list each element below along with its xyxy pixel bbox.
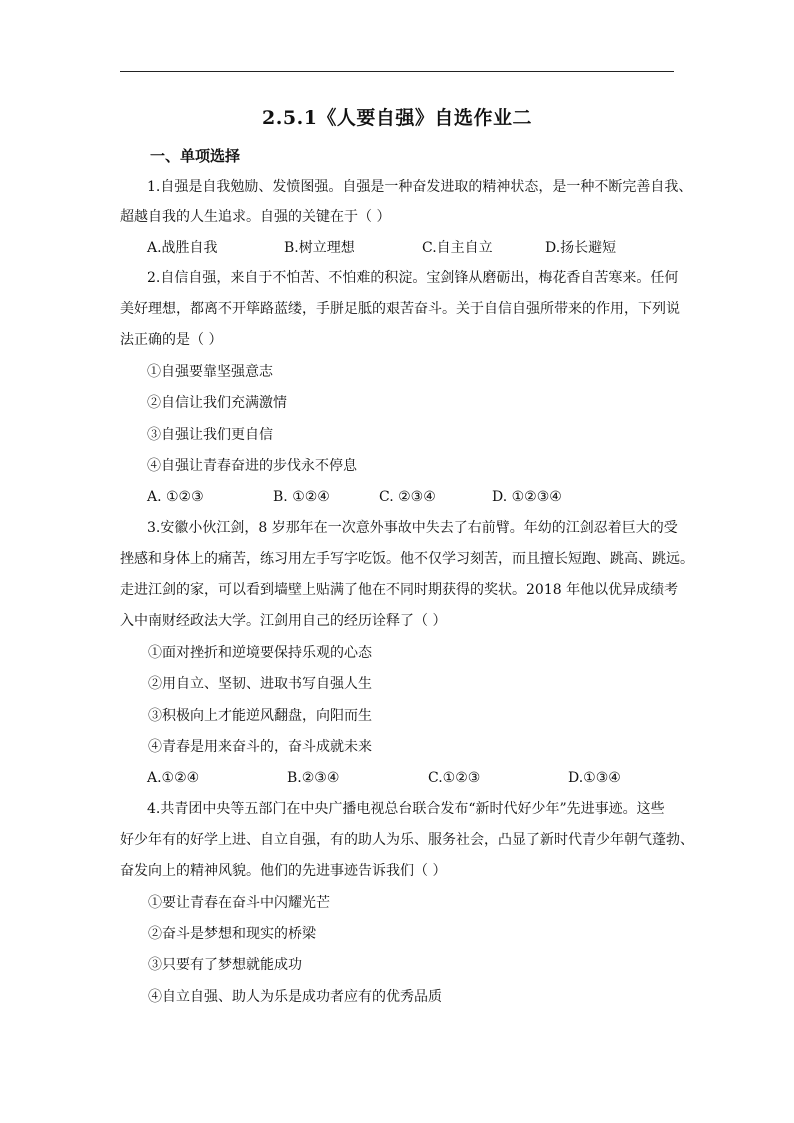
q3-line-1: 3.安徽小伙江剑，8 岁那年在一次意外事故中失去了右前臂。年幼的江剑忍着巨大的受: [147, 520, 678, 536]
q1-choice-c: C.自主自立: [422, 240, 493, 256]
q2-option-4: ④自强让青春奋进的步伐永不停息: [147, 458, 357, 474]
q3-option-2: ②用自立、坚韧、进取书写自强人生: [148, 676, 372, 692]
q3-choice-d: D.①③④: [568, 770, 621, 786]
q3-option-1: ①面对挫折和逆境要保持乐观的心态: [148, 645, 372, 661]
q2-option-3: ③自强让我们更自信: [147, 427, 273, 443]
section-heading: 一、单项选择: [150, 147, 241, 165]
q2-line-1: 2.自信自强，来自于不怕苦、不怕难的积淀。宝剑锋从磨砺出，梅花香自苦寒来。任何: [147, 270, 679, 286]
q1-choice-b: B.树立理想: [284, 240, 355, 256]
q3-choice-c: C.①②③: [428, 770, 481, 786]
q4-line-3: 奋发向上的精神风貌。他们的先进事迹告诉我们（ ）: [120, 863, 447, 879]
q3-line-3: 走进江剑的家，可以看到墙壁上贴满了他在不同时期获得的奖状。2018 年他以优异成绩考: [120, 582, 679, 598]
q4-line-2: 好少年有的好学上进、自立自强，有的助人为乐、服务社会，凸显了新时代青少年朝气蓬勃、: [120, 832, 694, 848]
q1-line-2: 超越自我的人生追求。自强的关键在于（ ）: [120, 209, 391, 225]
q2-choice-c: C. ②③④: [379, 489, 436, 505]
q2-choice-a: A. ①②③: [147, 489, 204, 505]
q3-choice-a: A.①②④: [147, 770, 200, 786]
q3-option-4: ④青春是用来奋斗的，奋斗成就未来: [148, 739, 372, 755]
q1-choice-a: A.战胜自我: [147, 240, 218, 256]
q2-line-2: 美好理想，都离不开筚路蓝缕，手胼足胝的艰苦奋斗。关于自信自强所带来的作用，下列说: [120, 301, 680, 317]
q2-option-1: ①自强要靠坚强意志: [147, 364, 273, 380]
page-title: 2.5.1《人要自强》自选作业二: [262, 107, 532, 129]
q1-line-1: 1.自强是自我勉励、发愤图强。自强是一种奋发进取的精神状态，是一种不断完善自我、: [147, 179, 693, 195]
q2-choice-b: B. ①②④: [273, 489, 330, 505]
q2-option-2: ②自信让我们充满激情: [147, 395, 287, 411]
q4-option-1: ①要让青春在奋斗中闪耀光芒: [148, 895, 330, 911]
q2-line-3: 法正确的是（ ）: [120, 332, 223, 348]
q4-option-2: ②奋斗是梦想和现实的桥梁: [148, 926, 316, 942]
q1-choice-d: D.扬长避短: [545, 240, 617, 256]
header-rule: [120, 71, 674, 72]
q4-option-4: ④自立自强、助人为乐是成功者应有的优秀品质: [148, 989, 442, 1005]
q3-option-3: ③积极向上才能逆风翻盘，向阳而生: [148, 708, 372, 724]
q3-line-2: 挫感和身体上的痛苦，练习用左手写字吃饭。他不仅学习刻苦，而且擅长短跑、跳高、跳远。: [120, 551, 694, 567]
q3-line-4: 入中南财经政法大学。江剑用自己的经历诠释了（ ）: [120, 613, 447, 629]
q4-line-1: 4.共青团中央等五部门在中央广播电视总台联合发布“新时代好少年”先进事迹。这些: [147, 801, 665, 817]
q3-choice-b: B.②③④: [287, 770, 340, 786]
q2-choice-d: D. ①②③④: [492, 489, 562, 505]
q4-option-3: ③只要有了梦想就能成功: [148, 957, 302, 973]
